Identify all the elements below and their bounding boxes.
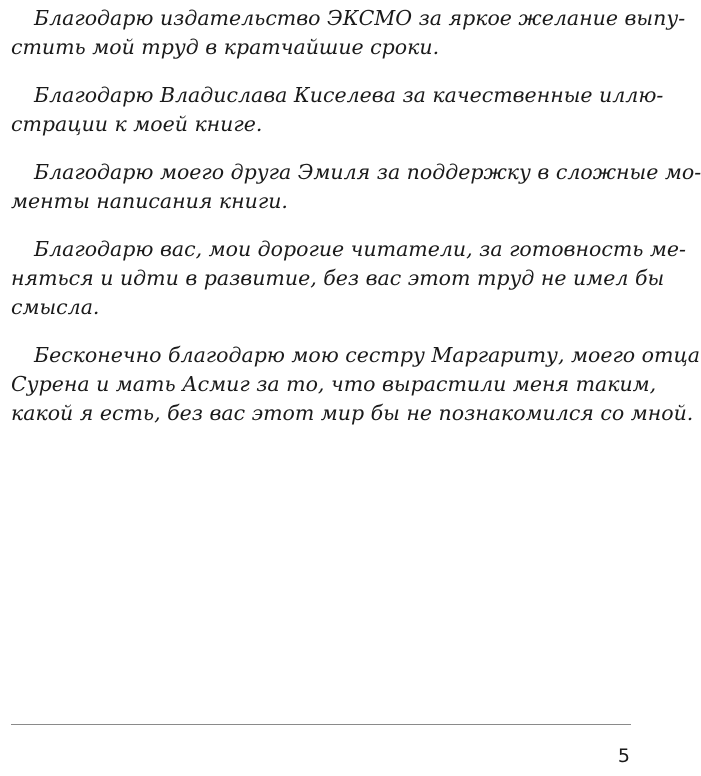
paragraph-readers	[11, 235, 686, 322]
text-line: смысла.	[11, 295, 100, 319]
text-line: какой я есть, без вас этот мир бы не познакомился со мной.	[11, 401, 694, 425]
text-line: няться и идти в развитие, без вас этот труд не имел бы	[11, 266, 665, 290]
text-line: Благодарю издательство ЭКСМО за яркое желание выпу-	[34, 6, 686, 30]
footer-divider	[11, 724, 631, 725]
text-line: стить мой труд в кратчайшие сроки.	[11, 35, 440, 59]
acknowledgements-text	[11, 4, 701, 447]
paragraph-illustrator	[11, 81, 664, 139]
text-line: менты написания книги.	[11, 189, 288, 213]
paragraph-eksmo	[11, 4, 686, 62]
text-line: Бесконечно благодарю мою сестру Маргариту, моего отца	[34, 343, 700, 367]
paragraph-family	[11, 341, 700, 428]
page-number: 5	[617, 745, 630, 767]
text-line: Благодарю Владислава Киселева за качественные иллю-	[34, 83, 664, 107]
text-line: Благодарю вас, мои дорогие читатели, за готовность ме-	[34, 237, 686, 261]
text-line: страции к моей книге.	[11, 112, 263, 136]
text-line: Сурена и мать Асмиг за то, что вырастили меня таким,	[11, 372, 657, 396]
paragraph-friend	[11, 158, 701, 216]
text-line: Благодарю моего друга Эмиля за поддержку в сложные мо-	[34, 160, 701, 184]
